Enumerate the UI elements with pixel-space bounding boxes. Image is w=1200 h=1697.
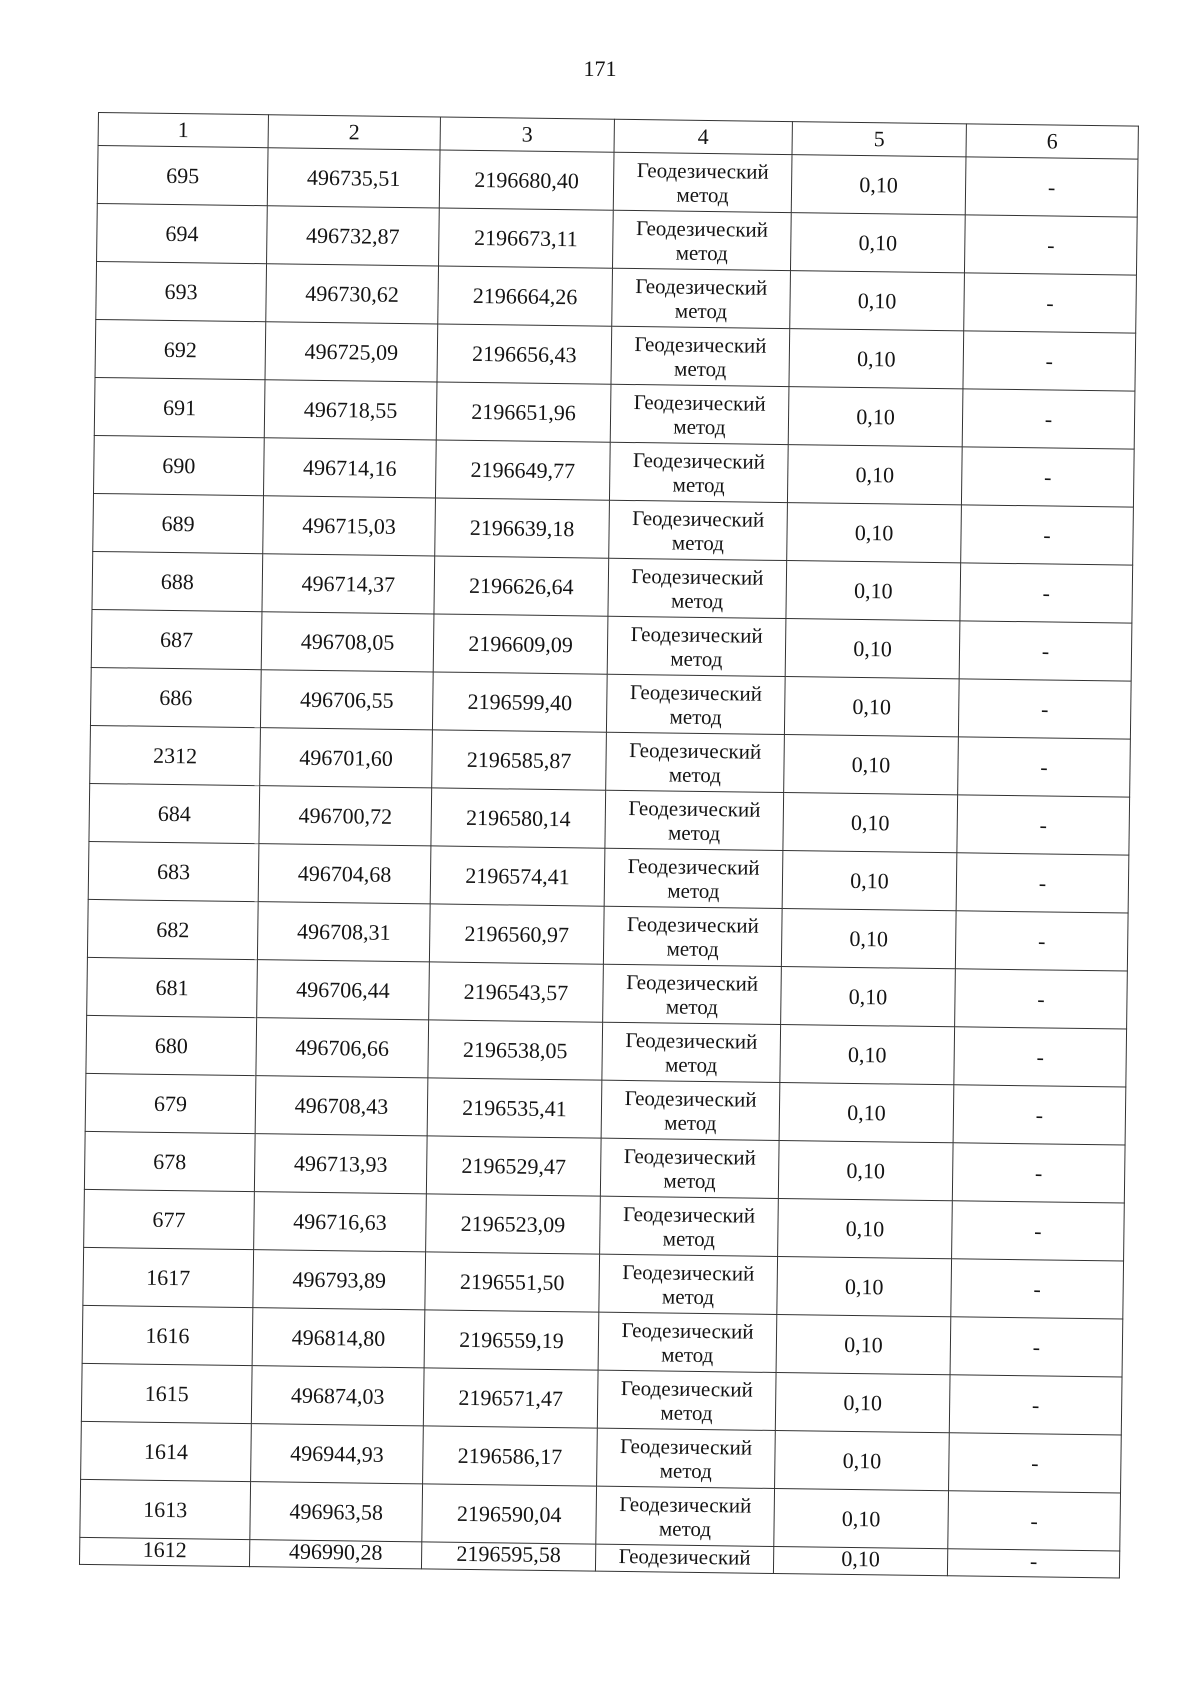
accuracy-cell: 0,10 [783, 793, 958, 853]
note-cell: - [951, 1259, 1124, 1319]
y-coordinate-cell: 2196543,57 [429, 962, 604, 1022]
x-coordinate-cell: 496730,62 [266, 264, 439, 324]
note-cell: - [958, 679, 1131, 739]
x-coordinate-cell: 496706,44 [257, 960, 430, 1020]
y-coordinate-cell: 2196656,43 [437, 324, 612, 384]
x-coordinate-cell: 496716,63 [254, 1192, 427, 1252]
page-number: 171 [583, 56, 617, 81]
accuracy-cell: 0,10 [774, 1488, 949, 1548]
y-coordinate-cell: 2196571,47 [423, 1368, 598, 1428]
x-coordinate-cell: 496704,68 [258, 844, 431, 904]
point-number-cell: 678 [84, 1131, 255, 1191]
y-coordinate-cell: 2196649,77 [435, 440, 610, 500]
method-cell: Геодезический метод [601, 1080, 780, 1140]
point-number-cell: 693 [96, 261, 267, 321]
y-coordinate-cell: 2196595,58 [421, 1542, 595, 1571]
column-header: 3 [440, 117, 614, 152]
point-number-cell: 1615 [81, 1363, 252, 1423]
y-coordinate-cell: 2196551,50 [425, 1252, 600, 1312]
point-number-cell: 690 [94, 435, 265, 495]
y-coordinate-cell: 2196639,18 [435, 498, 610, 558]
note-cell: - [962, 389, 1135, 449]
accuracy-cell: 0,10 [786, 561, 961, 621]
point-number-cell: 684 [89, 783, 260, 843]
method-cell: Геодезический метод [597, 1370, 776, 1430]
note-cell: - [947, 1549, 1119, 1578]
coordinates-table [79, 112, 1139, 1579]
method-cell: Геодезический метод [607, 616, 786, 676]
point-number-cell: 681 [87, 957, 258, 1017]
method-cell: Геодезический метод [603, 906, 782, 966]
x-coordinate-cell: 496718,55 [264, 380, 437, 440]
accuracy-cell: 0,10 [778, 1198, 953, 1258]
note-cell: - [949, 1433, 1122, 1493]
method-cell: Геодезический метод [603, 964, 782, 1024]
method-cell: Геодезический метод [597, 1428, 776, 1488]
accuracy-cell: 0,10 [779, 1083, 954, 1143]
point-number-cell: 1616 [82, 1305, 253, 1365]
accuracy-cell: 0,10 [781, 967, 956, 1027]
note-cell: - [964, 273, 1137, 333]
point-number-cell: 683 [88, 841, 259, 901]
point-number-cell: 694 [97, 203, 268, 263]
accuracy-cell: 0,10 [787, 503, 962, 563]
method-cell: Геодезический метод [606, 674, 785, 734]
method-cell: Геодезический метод [608, 558, 787, 618]
method-cell: Геодезический метод [600, 1196, 779, 1256]
note-cell: - [961, 505, 1134, 565]
method-cell: Геодезический метод [610, 384, 789, 444]
point-number-cell: 680 [86, 1015, 257, 1075]
method-cell: Геодезический метод [612, 210, 791, 270]
note-cell: - [953, 1085, 1126, 1145]
method-cell: Геодезический метод [605, 790, 784, 850]
point-number-cell: 688 [92, 551, 263, 611]
note-cell: - [960, 563, 1133, 623]
accuracy-cell: 0,10 [784, 677, 959, 737]
point-number-cell: 695 [97, 146, 268, 206]
note-cell: - [950, 1317, 1123, 1377]
accuracy-cell: 0,10 [776, 1314, 951, 1374]
accuracy-cell: 0,10 [788, 387, 963, 447]
x-coordinate-cell: 496814,80 [252, 1308, 425, 1368]
x-coordinate-cell: 496990,28 [249, 1540, 421, 1569]
x-coordinate-cell: 496793,89 [253, 1250, 426, 1310]
method-cell: Геодезический [595, 1544, 773, 1573]
accuracy-cell: 0,10 [790, 271, 965, 331]
method-cell: Геодезический метод [600, 1138, 779, 1198]
point-number-cell: 2312 [90, 725, 261, 785]
x-coordinate-cell: 496944,93 [251, 1424, 424, 1484]
note-cell: - [954, 1027, 1127, 1087]
x-coordinate-cell: 496735,51 [267, 148, 440, 208]
y-coordinate-cell: 2196538,05 [428, 1020, 603, 1080]
note-cell: - [959, 621, 1132, 681]
accuracy-cell: 0,10 [773, 1546, 947, 1575]
method-cell: Геодезический метод [598, 1312, 777, 1372]
x-coordinate-cell: 496874,03 [251, 1366, 424, 1426]
method-cell: Геодезический метод [611, 326, 790, 386]
y-coordinate-cell: 2196609,09 [433, 614, 608, 674]
y-coordinate-cell: 2196664,26 [438, 266, 613, 326]
accuracy-cell: 0,10 [789, 329, 964, 389]
x-coordinate-cell: 496708,05 [261, 612, 434, 672]
note-cell: - [955, 969, 1128, 1029]
x-coordinate-cell: 496963,58 [250, 1482, 423, 1542]
y-coordinate-cell: 2196626,64 [434, 556, 609, 616]
point-number-cell: 692 [95, 319, 266, 379]
point-number-cell: 677 [84, 1189, 255, 1249]
method-cell: Геодезический метод [604, 848, 783, 908]
x-coordinate-cell: 496706,55 [260, 670, 433, 730]
y-coordinate-cell: 2196680,40 [439, 150, 614, 210]
note-cell: - [964, 215, 1137, 275]
method-cell: Геодезический метод [596, 1486, 775, 1546]
column-header: 2 [268, 115, 440, 150]
x-coordinate-cell: 496708,31 [257, 902, 430, 962]
accuracy-cell: 0,10 [777, 1256, 952, 1316]
note-cell: - [963, 331, 1136, 391]
accuracy-cell: 0,10 [791, 155, 966, 215]
point-number-cell: 691 [94, 377, 265, 437]
table-body [79, 146, 1137, 1578]
y-coordinate-cell: 2196580,14 [431, 788, 606, 848]
method-cell: Геодезический метод [599, 1254, 778, 1314]
note-cell: - [965, 157, 1138, 217]
column-header: 6 [966, 124, 1138, 159]
point-number-cell: 1617 [83, 1247, 254, 1307]
x-coordinate-cell: 496732,87 [267, 206, 440, 266]
y-coordinate-cell: 2196673,11 [439, 208, 614, 268]
x-coordinate-cell: 496706,66 [256, 1018, 429, 1078]
y-coordinate-cell: 2196559,19 [424, 1310, 599, 1370]
y-coordinate-cell: 2196585,87 [432, 730, 607, 790]
y-coordinate-cell: 2196574,41 [430, 846, 605, 906]
x-coordinate-cell: 496714,37 [262, 554, 435, 614]
method-cell: Геодезический метод [609, 442, 788, 502]
point-number-cell: 687 [91, 609, 262, 669]
note-cell: - [952, 1143, 1125, 1203]
y-coordinate-cell: 2196599,40 [432, 672, 607, 732]
accuracy-cell: 0,10 [778, 1141, 953, 1201]
note-cell: - [956, 853, 1129, 913]
y-coordinate-cell: 2196529,47 [426, 1136, 601, 1196]
note-cell: - [957, 795, 1130, 855]
column-header: 5 [792, 122, 966, 157]
accuracy-cell: 0,10 [782, 851, 957, 911]
method-cell: Геодезический метод [609, 500, 788, 560]
x-coordinate-cell: 496713,93 [254, 1134, 427, 1194]
method-cell: Геодезический метод [606, 732, 785, 792]
note-cell: - [952, 1201, 1125, 1261]
accuracy-cell: 0,10 [790, 213, 965, 273]
x-coordinate-cell: 496701,60 [260, 728, 433, 788]
x-coordinate-cell: 496708,43 [255, 1076, 428, 1136]
coordinates-table-wrapper [79, 112, 1138, 1578]
y-coordinate-cell: 2196586,17 [423, 1426, 598, 1486]
note-cell: - [948, 1491, 1121, 1551]
accuracy-cell: 0,10 [781, 909, 956, 969]
column-header: 4 [614, 119, 792, 154]
y-coordinate-cell: 2196590,04 [422, 1484, 597, 1544]
accuracy-cell: 0,10 [775, 1430, 950, 1490]
y-coordinate-cell: 2196535,41 [427, 1078, 602, 1138]
x-coordinate-cell: 496725,09 [265, 322, 438, 382]
accuracy-cell: 0,10 [775, 1372, 950, 1432]
method-cell: Геодезический метод [613, 152, 792, 212]
method-cell: Геодезический метод [602, 1022, 781, 1082]
note-cell: - [955, 911, 1128, 971]
point-number-cell: 1612 [79, 1537, 249, 1566]
column-header: 1 [98, 113, 268, 148]
note-cell: - [961, 447, 1134, 507]
point-number-cell: 679 [85, 1073, 256, 1133]
y-coordinate-cell: 2196523,09 [426, 1194, 601, 1254]
y-coordinate-cell: 2196651,96 [436, 382, 611, 442]
accuracy-cell: 0,10 [787, 445, 962, 505]
note-cell: - [949, 1375, 1122, 1435]
note-cell: - [958, 737, 1131, 797]
accuracy-cell: 0,10 [785, 619, 960, 679]
point-number-cell: 1613 [80, 1479, 251, 1539]
point-number-cell: 682 [87, 899, 258, 959]
point-number-cell: 686 [90, 667, 261, 727]
point-number-cell: 689 [93, 493, 264, 553]
method-cell: Геодезический метод [612, 268, 791, 328]
x-coordinate-cell: 496700,72 [259, 786, 432, 846]
y-coordinate-cell: 2196560,97 [429, 904, 604, 964]
x-coordinate-cell: 496714,16 [263, 438, 436, 498]
x-coordinate-cell: 496715,03 [263, 496, 436, 556]
accuracy-cell: 0,10 [780, 1025, 955, 1085]
point-number-cell: 1614 [81, 1421, 252, 1481]
accuracy-cell: 0,10 [784, 735, 959, 795]
